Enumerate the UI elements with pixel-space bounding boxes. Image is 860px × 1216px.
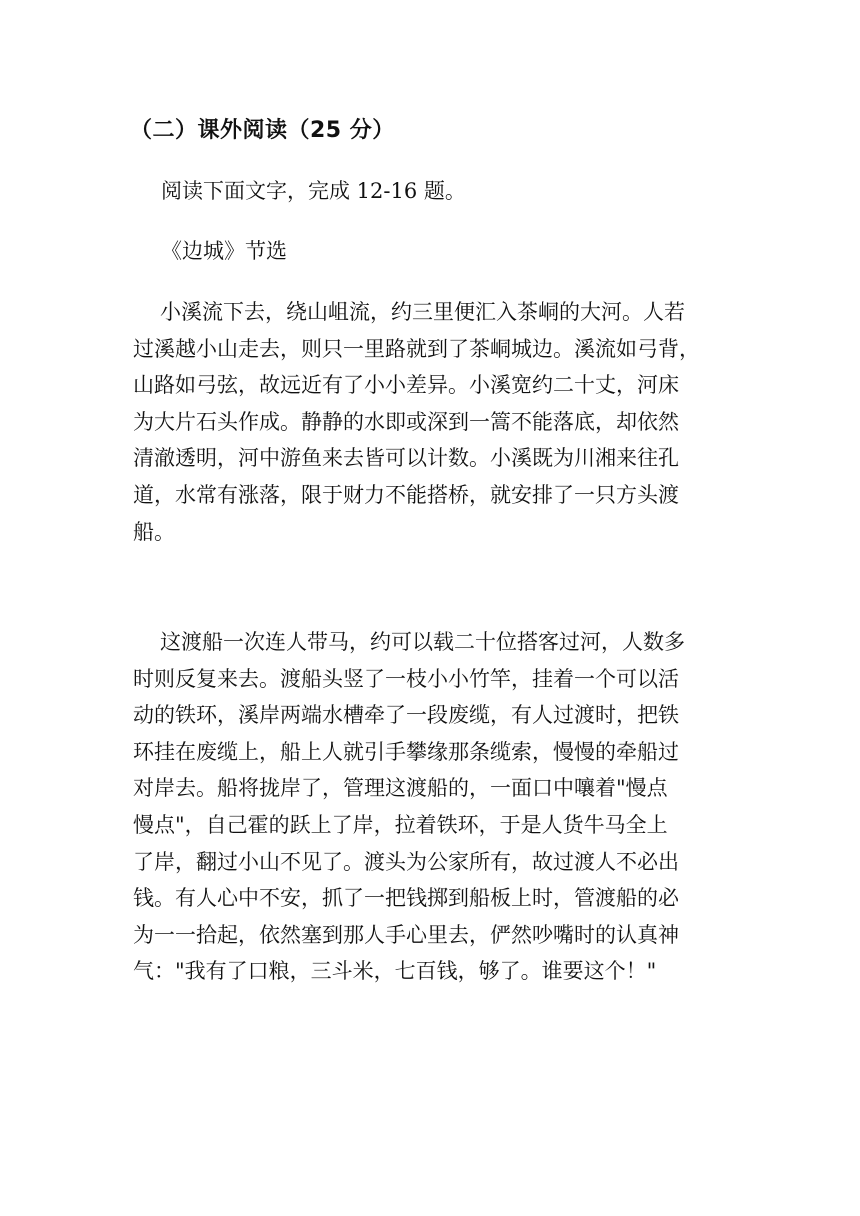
paragraph-line: 钱。有人心中不安，抓了一把钱掷到船板上时，管渡船的必 (133, 886, 679, 911)
passage-title: 《边城》节选 (161, 239, 287, 263)
paragraph-line: 对岸去。船将拢岸了，管理这渡船的，一面口中嚷着"慢点 (133, 776, 668, 801)
paragraph-line: 山路如弓弦，故远近有了小小差异。小溪宽约二十丈，河床 (133, 373, 679, 398)
paragraph-line: 过溪越小山走去，则只一里路就到了茶峒城边。溪流如弓背， (133, 336, 700, 361)
paragraph-line: 小溪流下去，绕山岨流，约三里便汇入茶峒的大河。人若 (160, 300, 685, 324)
paragraph-line: 清澈透明，河中游鱼来去皆可以计数。小溪既为川湘来往孔 (133, 446, 679, 471)
paragraph-line: 慢点"，自己霍的跃上了岸，拉着铁环，于是人货牛马全上 (133, 812, 668, 837)
reading-instruction: 阅读下面文字，完成 12-16 题。 (161, 179, 466, 203)
paragraph-line: 环挂在废缆上，船上人就引手攀缘那条缆索，慢慢的牵船过 (133, 739, 679, 764)
section-heading: （二）课外阅读（25 分） (130, 118, 395, 143)
paragraph-line: 了岸，翻过小山不见了。渡头为公家所有，故过渡人不必出 (133, 849, 679, 874)
paragraph-line: 时则反复来去。渡船头竖了一枝小小竹竿，挂着一个可以活 (133, 666, 679, 691)
paragraph-line: 船。 (133, 519, 175, 544)
paragraph-2 (133, 624, 733, 990)
paragraph-line: 为大片石头作成。静静的水即或深到一篙不能落底，却依然 (133, 409, 679, 434)
paragraph-line: 这渡船一次连人带马，约可以载二十位搭客过河，人数多 (160, 630, 685, 654)
paragraph-line: 气："我有了口粮，三斗米，七百钱，够了。谁要这个！" (133, 959, 657, 984)
paragraph-1 (133, 294, 733, 550)
paragraph-line: 道，水常有涨落，限于财力不能搭桥，就安排了一只方头渡 (133, 482, 679, 507)
paragraph-line: 动的铁环，溪岸两端水槽牵了一段废缆，有人过渡时，把铁 (133, 703, 679, 728)
paragraph-line: 为一一拾起，依然塞到那人手心里去，俨然吵嘴时的认真神 (133, 922, 679, 947)
